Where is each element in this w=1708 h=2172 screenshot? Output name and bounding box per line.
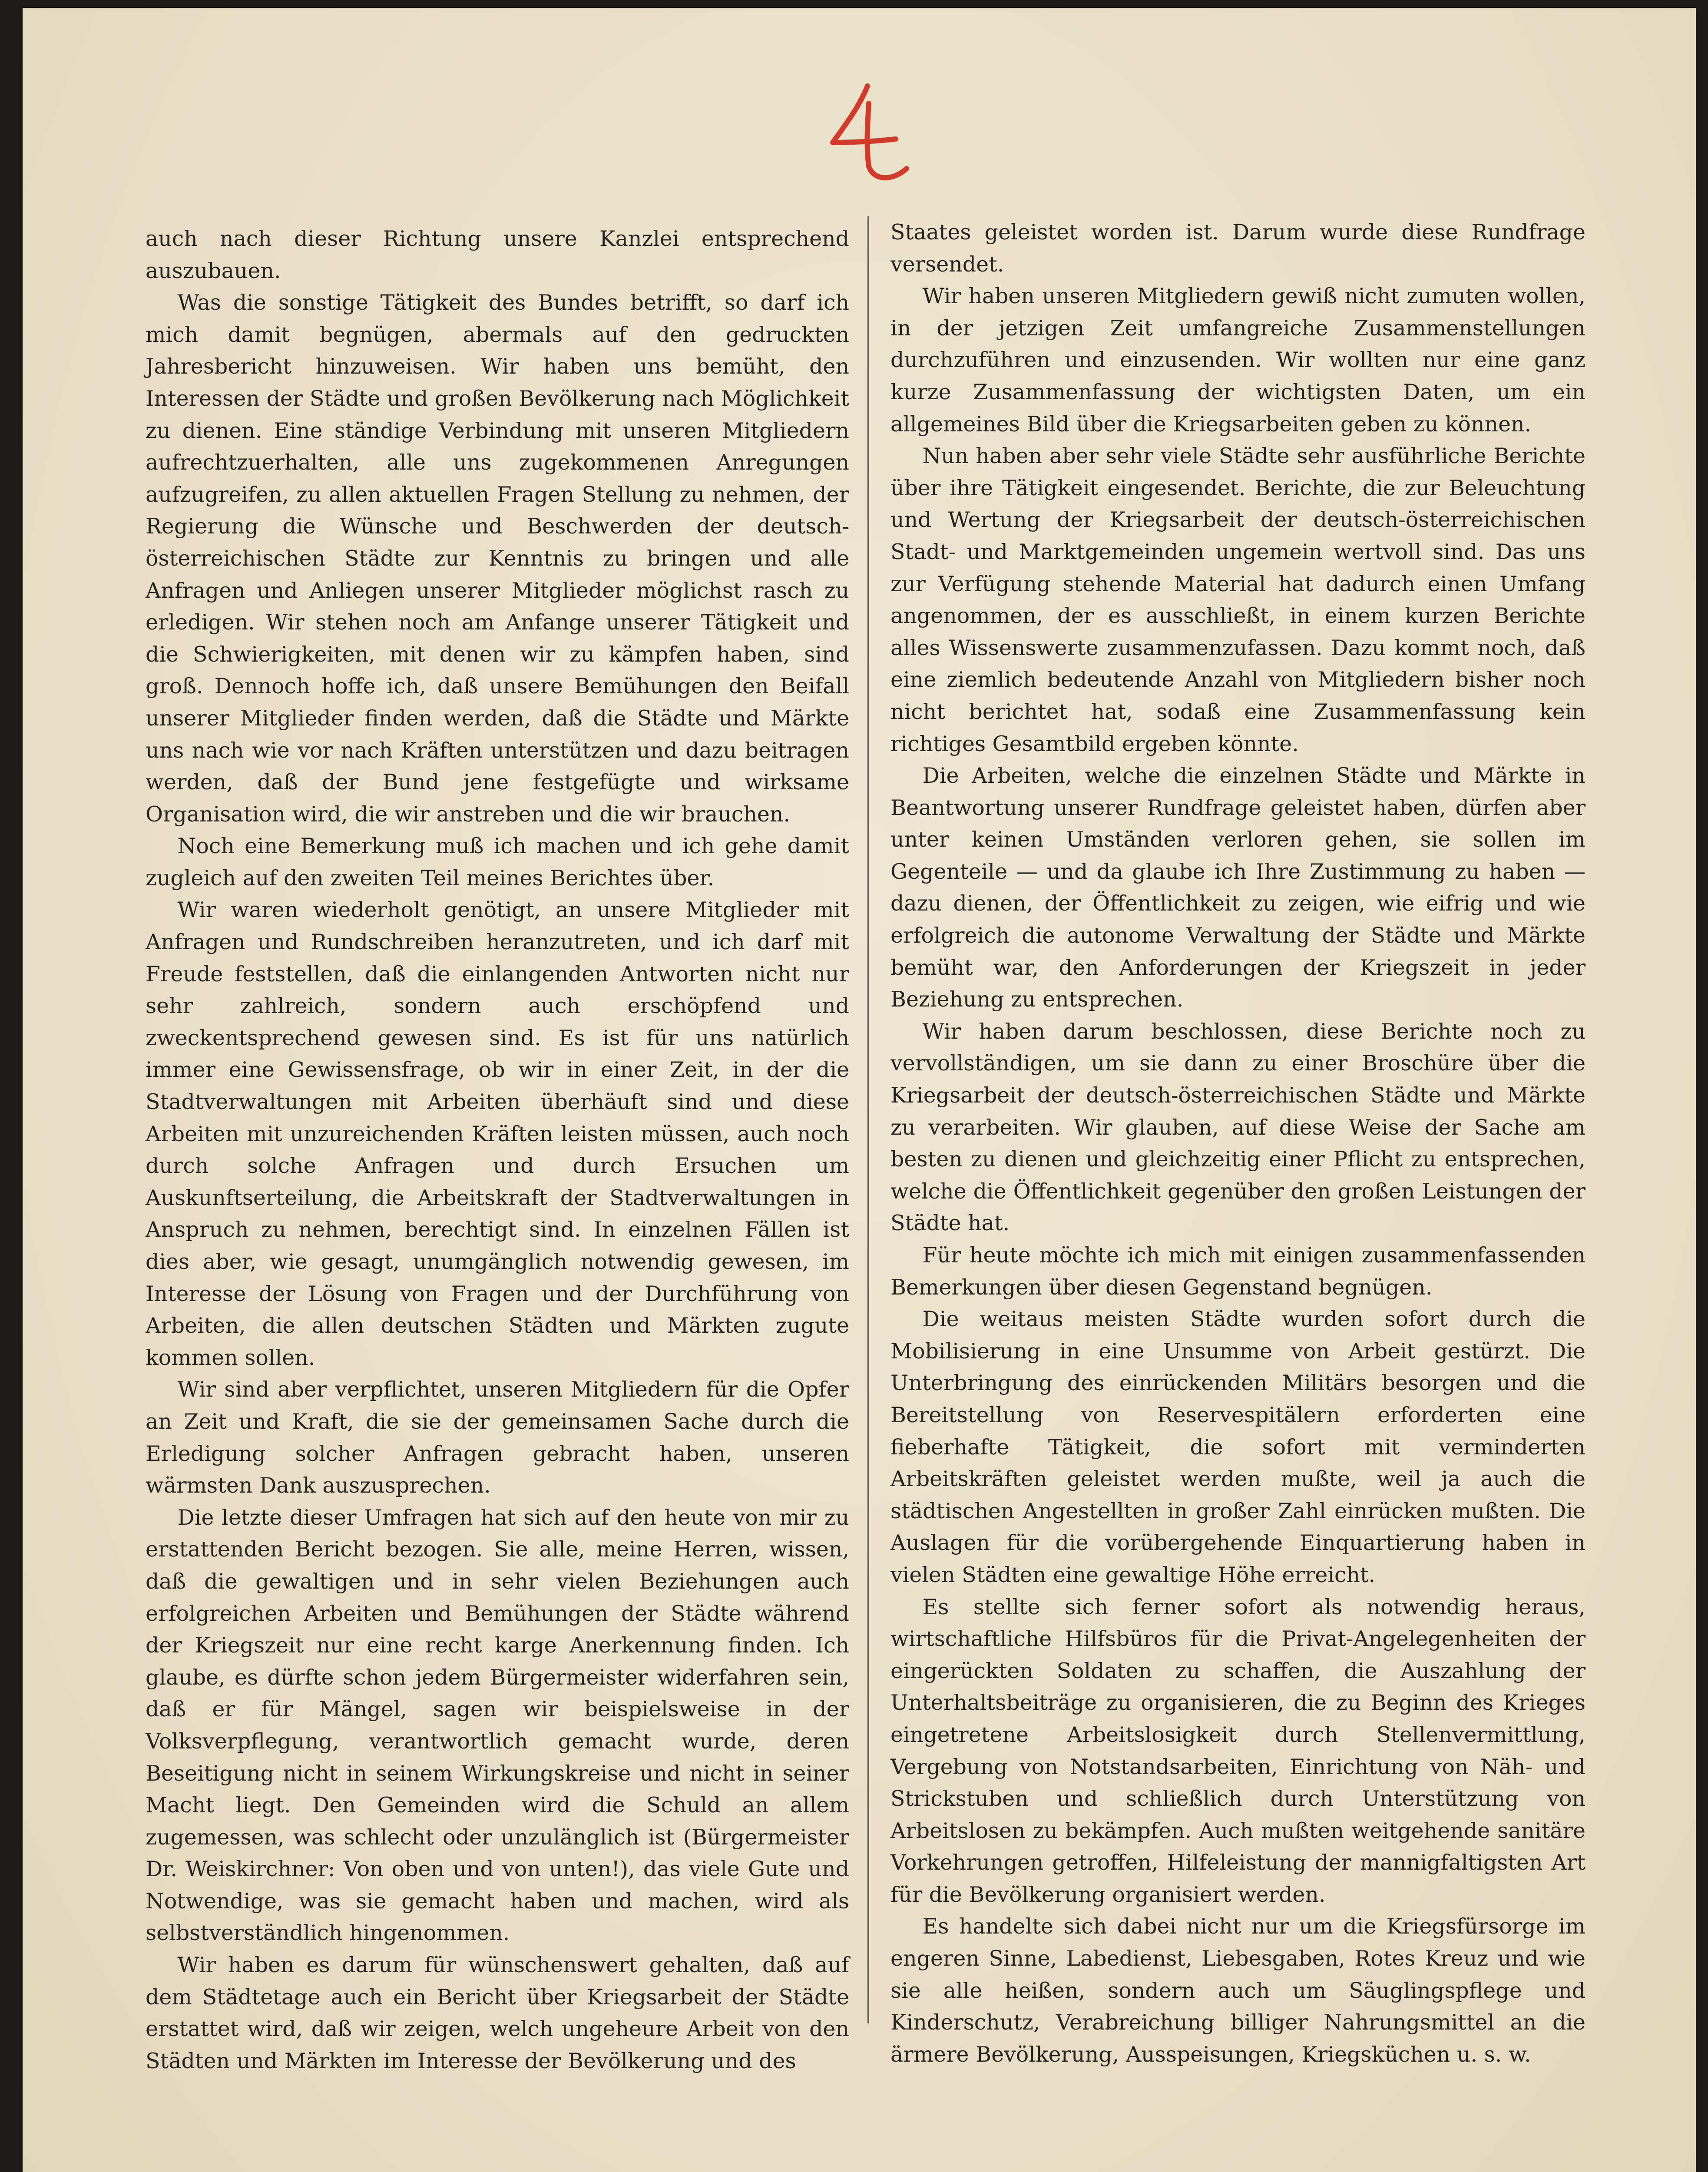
paragraph: Die letzte dieser Umfragen hat sich auf den heute von mir zu erstattenden Bericht bezogen. Sie alle, meine Herren, wissen, daß die gewaltigen und in sehr vielen Beziehungen auch erfolgreichen Arbeiten und Bemühungen der Städte während der Kriegszeit nur eine recht karge Anerkennung finden. Ich glaube, es dürfte schon jedem Bürgermeister widerfahren sein, daß er für Mängel, sagen wir beispielsweise in der Volksverpflegung, verantwortlich gemacht wurde, deren Beseitigung nicht in seinem Wirkungskreise und nicht in seiner Macht liegt. Den Gemeinden wird die Schuld an allem zugemessen, was schlecht oder unzulänglich ist (Bürgermeister Dr. Weiskirchner: Von oben und von unten!), das viele Gute und Notwendige, was sie gemacht haben und machen, wird als selbstverständlich hingenommen. bbox=[146, 1505, 849, 1946]
paragraph: Noch eine Bemerkung muß ich machen und ich gehe damit zugleich auf den zweiten Teil meines Berichtes über. bbox=[146, 834, 849, 891]
left-column bbox=[146, 223, 849, 2077]
paragraph: Die weitaus meisten Städte wurden sofort durch die Mobilisierung in eine Unsumme von Arbeit gestürzt. Die Unterbringung des einrückenden Militärs besorgen und die Bereitstellung von Reservespitälern erforderten eine fieberhafte Tätigkeit, die sofort mit verminderten Arbeitskräften geleistet werden mußte, weil ja auch die städtischen Angestellten in großer Zahl einrücken mußten. Die Auslagen für die vorübergehende Einquartierung haben in vielen Städten eine gewaltige Höhe erreicht. bbox=[890, 1307, 1586, 1587]
paragraph: Staates geleistet worden ist. Darum wurde diese Rundfrage versendet. bbox=[890, 220, 1586, 277]
paragraph: Die Arbeiten, welche die einzelnen Städte und Märkte in Beantwortung unserer Rundfrage geleistet haben, dürfen aber unter keinen Umständen verloren gehen, sie sollen im Gegenteile — und da glaube ich Ihre Zustimmung zu haben — dazu dienen, der Öffentlichkeit zu zeigen, wie eifrig und wie erfolgreich die autonome Verwaltung der Städte und Märkte bemüht war, den Anforderungen der Kriegszeit in jeder Beziehung zu entsprechen. bbox=[890, 763, 1586, 1012]
paragraph: Nun haben aber sehr viele Städte sehr ausführliche Berichte über ihre Tätigkeit eingesendet. Berichte, die zur Beleuchtung und Wertung der Kriegsarbeit der deutsch-österreichischen Stadt- und Marktgemeinden ungemein wertvoll sind. Das uns zur Verfügung stehende Material hat dadurch einen Umfang angenommen, der es ausschließt, in einem kurzen Berichte alles Wissenswerte zusammenzufassen. Dazu kommt noch, daß eine ziemlich bedeutende Anzahl von Mitgliedern bisher noch nicht berichtet hat, sodaß eine Zusammenfassung kein richtiges Gesamtbild ergeben könnte. bbox=[890, 444, 1586, 756]
paragraph: Wir haben es darum für wünschenswert gehalten, daß auf dem Städtetage auch ein Bericht über Kriegsarbeit der Städte erstattet wird, daß wir zeigen, welch ungeheure Arbeit von den Städten und Märkten im Interesse der Bevölkerung und des bbox=[146, 1953, 849, 2073]
paragraph: Es handelte sich dabei nicht nur um die Kriegsfürsorge im engeren Sinne, Labedienst, Liebesgaben, Rotes Kreuz und wie sie alle heißen, sondern auch um Säuglingspflege und Kinderschutz, Verabreichung billiger Nahrungsmittel an die ärmere Bevölkerung, Ausspeisungen, Kriegsküchen u. s. w. bbox=[890, 1914, 1586, 2067]
page-number-mark-icon bbox=[818, 77, 922, 190]
column-divider bbox=[867, 216, 869, 2023]
paragraph: Wir sind aber verpflichtet, unseren Mitgliedern für die Opfer an Zeit und Kraft, die sie der gemeinsamen Sache durch die Erledigung solcher Anfragen gebracht haben, unseren wärmsten Dank auszusprechen. bbox=[146, 1377, 849, 1498]
right-column bbox=[890, 216, 1586, 2070]
paragraph: Wir haben darum beschlossen, diese Berichte noch zu vervollständigen, um sie dann zu einer Broschüre über die Kriegsarbeit der deutsch-österreichischen Städte und Märkte zu verarbeiten. Wir glauben, auf diese Weise der Sache am besten zu dienen und gleichzeitig einer Pflicht zu entsprechen, welche die Öffentlichkeit gegenüber den großen Leistungen der Städte hat. bbox=[890, 1019, 1586, 1236]
paragraph: Wir haben unseren Mitgliedern gewiß nicht zumuten wollen, in der jetzigen Zeit umfangreiche Zusammenstellungen durchzuführen und einzusenden. Wir wollten nur eine ganz kurze Zusammenfassung der wichtigsten Daten, um ein allgemeines Bild über die Kriegsarbeiten geben zu können. bbox=[890, 284, 1586, 437]
paragraph: Was die sonstige Tätigkeit des Bundes betrifft, so darf ich mich damit begnügen, abermals auf den gedruckten Jahresbericht hinzuweisen. Wir haben uns bemüht, den Interessen der Städte und großen Bevölkerung nach Möglichkeit zu dienen. Eine ständige Verbindung mit unseren Mitgliedern aufrechtzuerhalten, alle uns zugekommenen Anregungen aufzugreifen, zu allen aktuellen Fragen Stellung zu nehmen, der Regierung die Wünsche und Beschwerden der deutsch-österreichischen Städte zur Kenntnis zu bringen und alle Anfragen und Anliegen unserer Mitglieder möglichst rasch zu erledigen. Wir stehen noch am Anfange unserer Tätigkeit und die Schwierigkeiten, mit denen wir zu kämpfen haben, sind groß. Dennoch hoffe ich, daß unsere Bemühungen den Beifall unserer Mitglieder finden werden, daß die Städte und Märkte uns nach wie vor nach Kräften unterstützen und dazu beitragen werden, daß der Bund jene festgefügte und wirksame Organisation wird, die wir anstreben und die wir brauchen. bbox=[146, 290, 849, 827]
paragraph: auch nach dieser Richtung unsere Kanzlei entsprechend auszubauen. bbox=[146, 226, 849, 283]
paragraph: Es stellte sich ferner sofort als notwendig heraus, wirtschaftliche Hilfsbüros für die Privat-Angelegenheiten der eingerückten Soldaten zu schaffen, die Auszahlung der Unterhaltsbeiträge zu organisieren, die zu Beginn des Krieges eingetretene Arbeitslosigkeit durch Stellenvermittlung, Vergebung von Notstandsarbeiten, Einrichtung von Näh- und Strickstuben und schließlich durch Unterstützung von Arbeitslosen zu bekämpfen. Auch mußten weitgehende sanitäre Vorkehrungen getroffen, Hilfeleistung der mannigfaltigsten Art für die Bevölkerung organisiert werden. bbox=[890, 1594, 1586, 1907]
paragraph: Wir waren wiederholt genötigt, an unsere Mitglieder mit Anfragen und Rundschreiben heranzutreten, und ich darf mit Freude feststellen, daß die einlangenden Antworten nicht nur sehr zahlreich, sondern auch erschöpfend und zweckentsprechend gewesen sind. Es ist für uns natürlich immer eine Gewissensfrage, ob wir in einer Zeit, in der die Stadtverwaltungen mit Arbeiten überhäuft sind und diese Arbeiten mit unzureichenden Kräften leisten müssen, auch noch durch solche Anfragen und durch Ersuchen um Auskunftserteilung, die Arbeitskraft der Stadtverwaltungen in Anspruch zu nehmen, berechtigt sind. In einzelnen Fällen ist dies aber, wie gesagt, unumgänglich notwendig gewesen, im Interesse der Lösung von Fragen und der Durchführung von Arbeiten, die allen deutschen Städten und Märkten zugute kommen sollen. bbox=[146, 897, 849, 1370]
paragraph: Für heute möchte ich mich mit einigen zusammenfassenden Bemerkungen über diesen Gegenstand begnügen. bbox=[890, 1243, 1586, 1300]
document-page bbox=[23, 8, 1696, 2172]
handwritten-page-number bbox=[818, 77, 922, 190]
